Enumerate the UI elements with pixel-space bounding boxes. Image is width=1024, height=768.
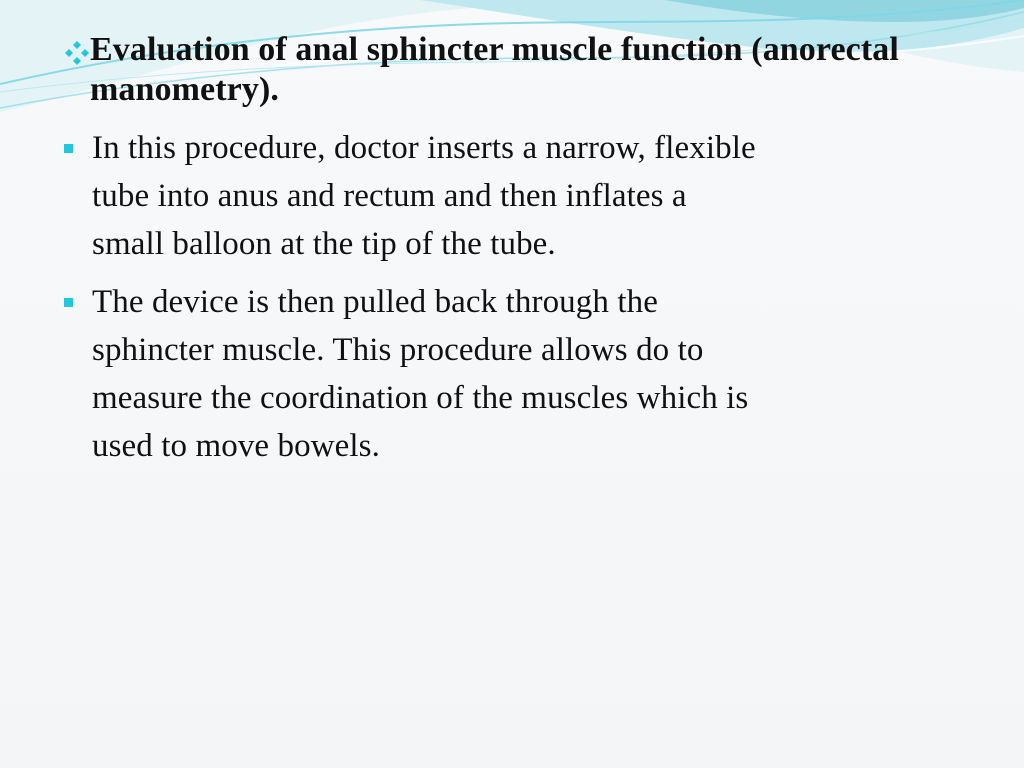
bullet-text: The device is then pulled back through the sphincter muscle. This procedure allows do to measure the coordination of the muscles which is used to move bowels. <box>92 284 749 464</box>
square-bullet-icon <box>64 298 73 307</box>
heading-text: Evaluation of anal sphincter muscle function (anorectal manometry). <box>90 31 899 108</box>
bullet-item <box>64 124 984 268</box>
diamond-bullet-icon <box>64 40 90 66</box>
square-bullet-icon <box>64 144 73 153</box>
slide-content <box>64 30 984 480</box>
bullet-item <box>64 278 984 470</box>
slide-heading <box>64 30 984 110</box>
bullet-text: In this procedure, doctor inserts a narrow, flexible tube into anus and rectum and then inflates a small balloon at the tip of the tube. <box>92 130 756 262</box>
